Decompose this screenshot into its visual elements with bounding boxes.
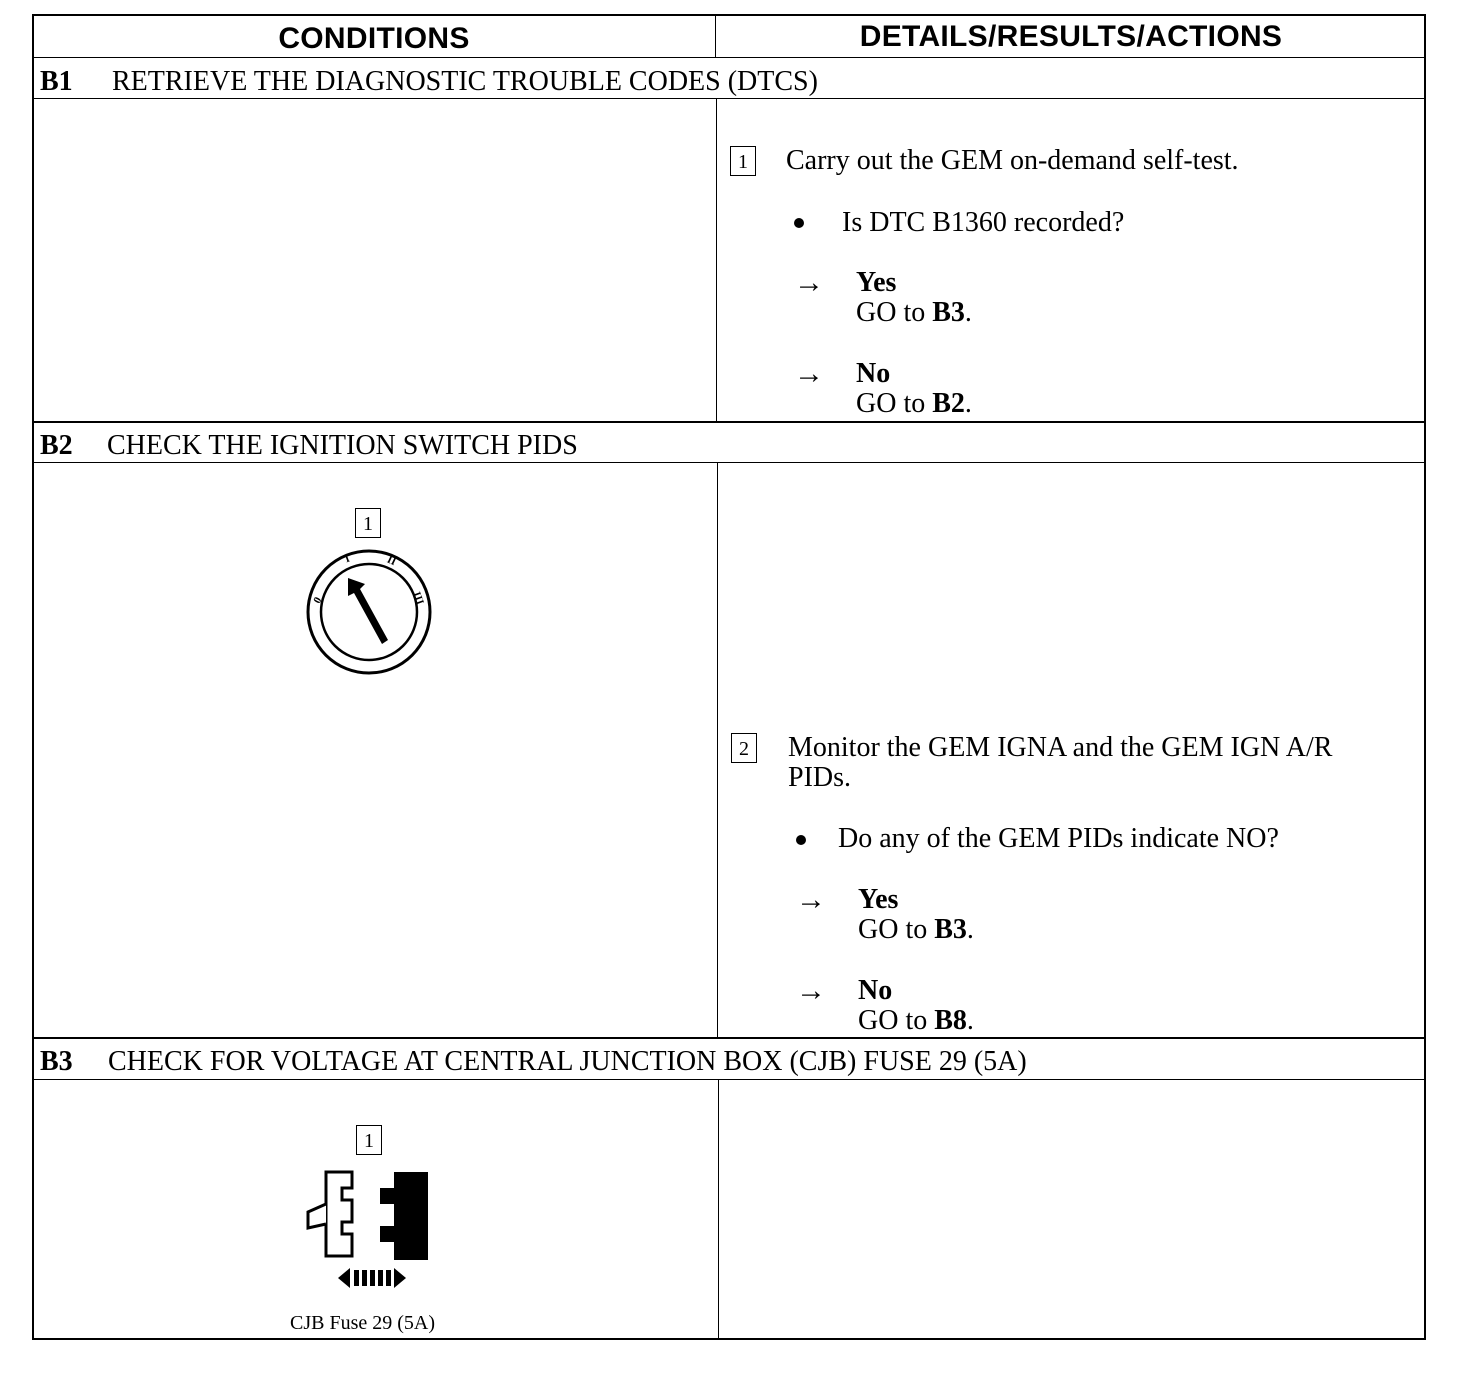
goto-text: GO to <box>856 297 933 328</box>
answer-no-goto-b1: GO to B2. <box>856 388 972 419</box>
question-b1: Is DTC B1360 recorded? <box>842 207 1125 238</box>
goto-target: B3 <box>934 914 967 945</box>
column-header-details: DETAILS/RESULTS/ACTIONS <box>859 20 1283 53</box>
goto-target: B3 <box>932 297 965 328</box>
section-code-b1: B1 <box>40 66 73 97</box>
fuse-connector-icon <box>304 1168 434 1292</box>
ignition-switch-icon <box>303 548 435 678</box>
answer-no-label-b1: No <box>856 358 891 389</box>
switch-position-2: II <box>385 553 398 569</box>
right-arrow-icon: → <box>796 883 826 916</box>
answer-yes-goto-b1: GO to B3. <box>856 297 972 328</box>
switch-position-3: III <box>410 590 426 607</box>
section-title-b2 <box>40 430 578 462</box>
question-b2: Do any of the GEM PIDs indicate NO? <box>838 823 1279 854</box>
switch-position-0: 0 <box>311 595 325 606</box>
goto-text: GO to <box>858 914 935 945</box>
goto-text: GO to <box>858 1005 935 1036</box>
step-text-b1-1: Carry out the GEM on-demand self-test. <box>786 145 1239 176</box>
column-divider-b3 <box>718 1079 719 1339</box>
section-code-b3: B3 <box>40 1046 73 1077</box>
b2-title-divider <box>32 462 1426 463</box>
b1-title-divider <box>32 98 1426 99</box>
b3-title-divider <box>32 1079 1426 1080</box>
table-border-top <box>32 14 1426 16</box>
answer-yes-label-b1: Yes <box>856 267 897 298</box>
table-border-bottom <box>32 1338 1426 1340</box>
bullet-icon <box>796 835 806 845</box>
right-arrow-icon: → <box>796 974 826 1007</box>
column-divider-b1 <box>716 98 717 422</box>
goto-text: GO to <box>856 388 933 419</box>
right-arrow-icon: → <box>794 266 824 299</box>
bullet-icon <box>794 218 804 228</box>
section-heading-b3: CHECK FOR VOLTAGE AT CENTRAL JUNCTION BOX (CJB) FUSE 29 (5A) <box>108 1046 1027 1077</box>
step-number-box: 1 <box>356 1125 382 1155</box>
column-header-conditions: CONDITIONS <box>278 22 470 55</box>
goto-target: B8 <box>934 1005 967 1036</box>
step-text-b2-2-line1: Monitor the GEM IGNA and the GEM IGN A/R <box>788 732 1333 763</box>
section-code-b2: B2 <box>40 430 73 461</box>
answer-no-label-b2: No <box>858 975 893 1006</box>
table-border-right <box>1424 14 1426 1340</box>
section-title-b3 <box>40 1046 1027 1078</box>
right-arrow-icon: → <box>794 357 824 390</box>
table-border-left <box>32 14 34 1340</box>
answer-no-goto-b2: GO to B8. <box>858 1005 974 1036</box>
section-heading-b1: RETRIEVE THE DIAGNOSTIC TROUBLE CODES (DTCS) <box>112 66 818 97</box>
b2-row-divider <box>32 421 1426 423</box>
header-divider <box>32 57 1426 58</box>
column-divider-b2 <box>717 462 718 1038</box>
step-text-b2-2-line2: PIDs. <box>788 762 852 793</box>
goto-target: B2 <box>932 388 965 419</box>
step-number-box: 1 <box>730 146 756 176</box>
answer-yes-goto-b2: GO to B3. <box>858 914 974 945</box>
section-title-b1 <box>40 66 818 98</box>
switch-position-1: I <box>343 552 352 566</box>
section-heading-b2: CHECK THE IGNITION SWITCH PIDS <box>107 430 578 461</box>
answer-yes-label-b2: Yes <box>858 884 899 915</box>
step-number-box: 2 <box>731 733 757 763</box>
fuse-caption: CJB Fuse 29 (5A) <box>290 1312 436 1334</box>
step-number-box: 1 <box>355 508 381 538</box>
b3-row-divider <box>32 1037 1426 1039</box>
